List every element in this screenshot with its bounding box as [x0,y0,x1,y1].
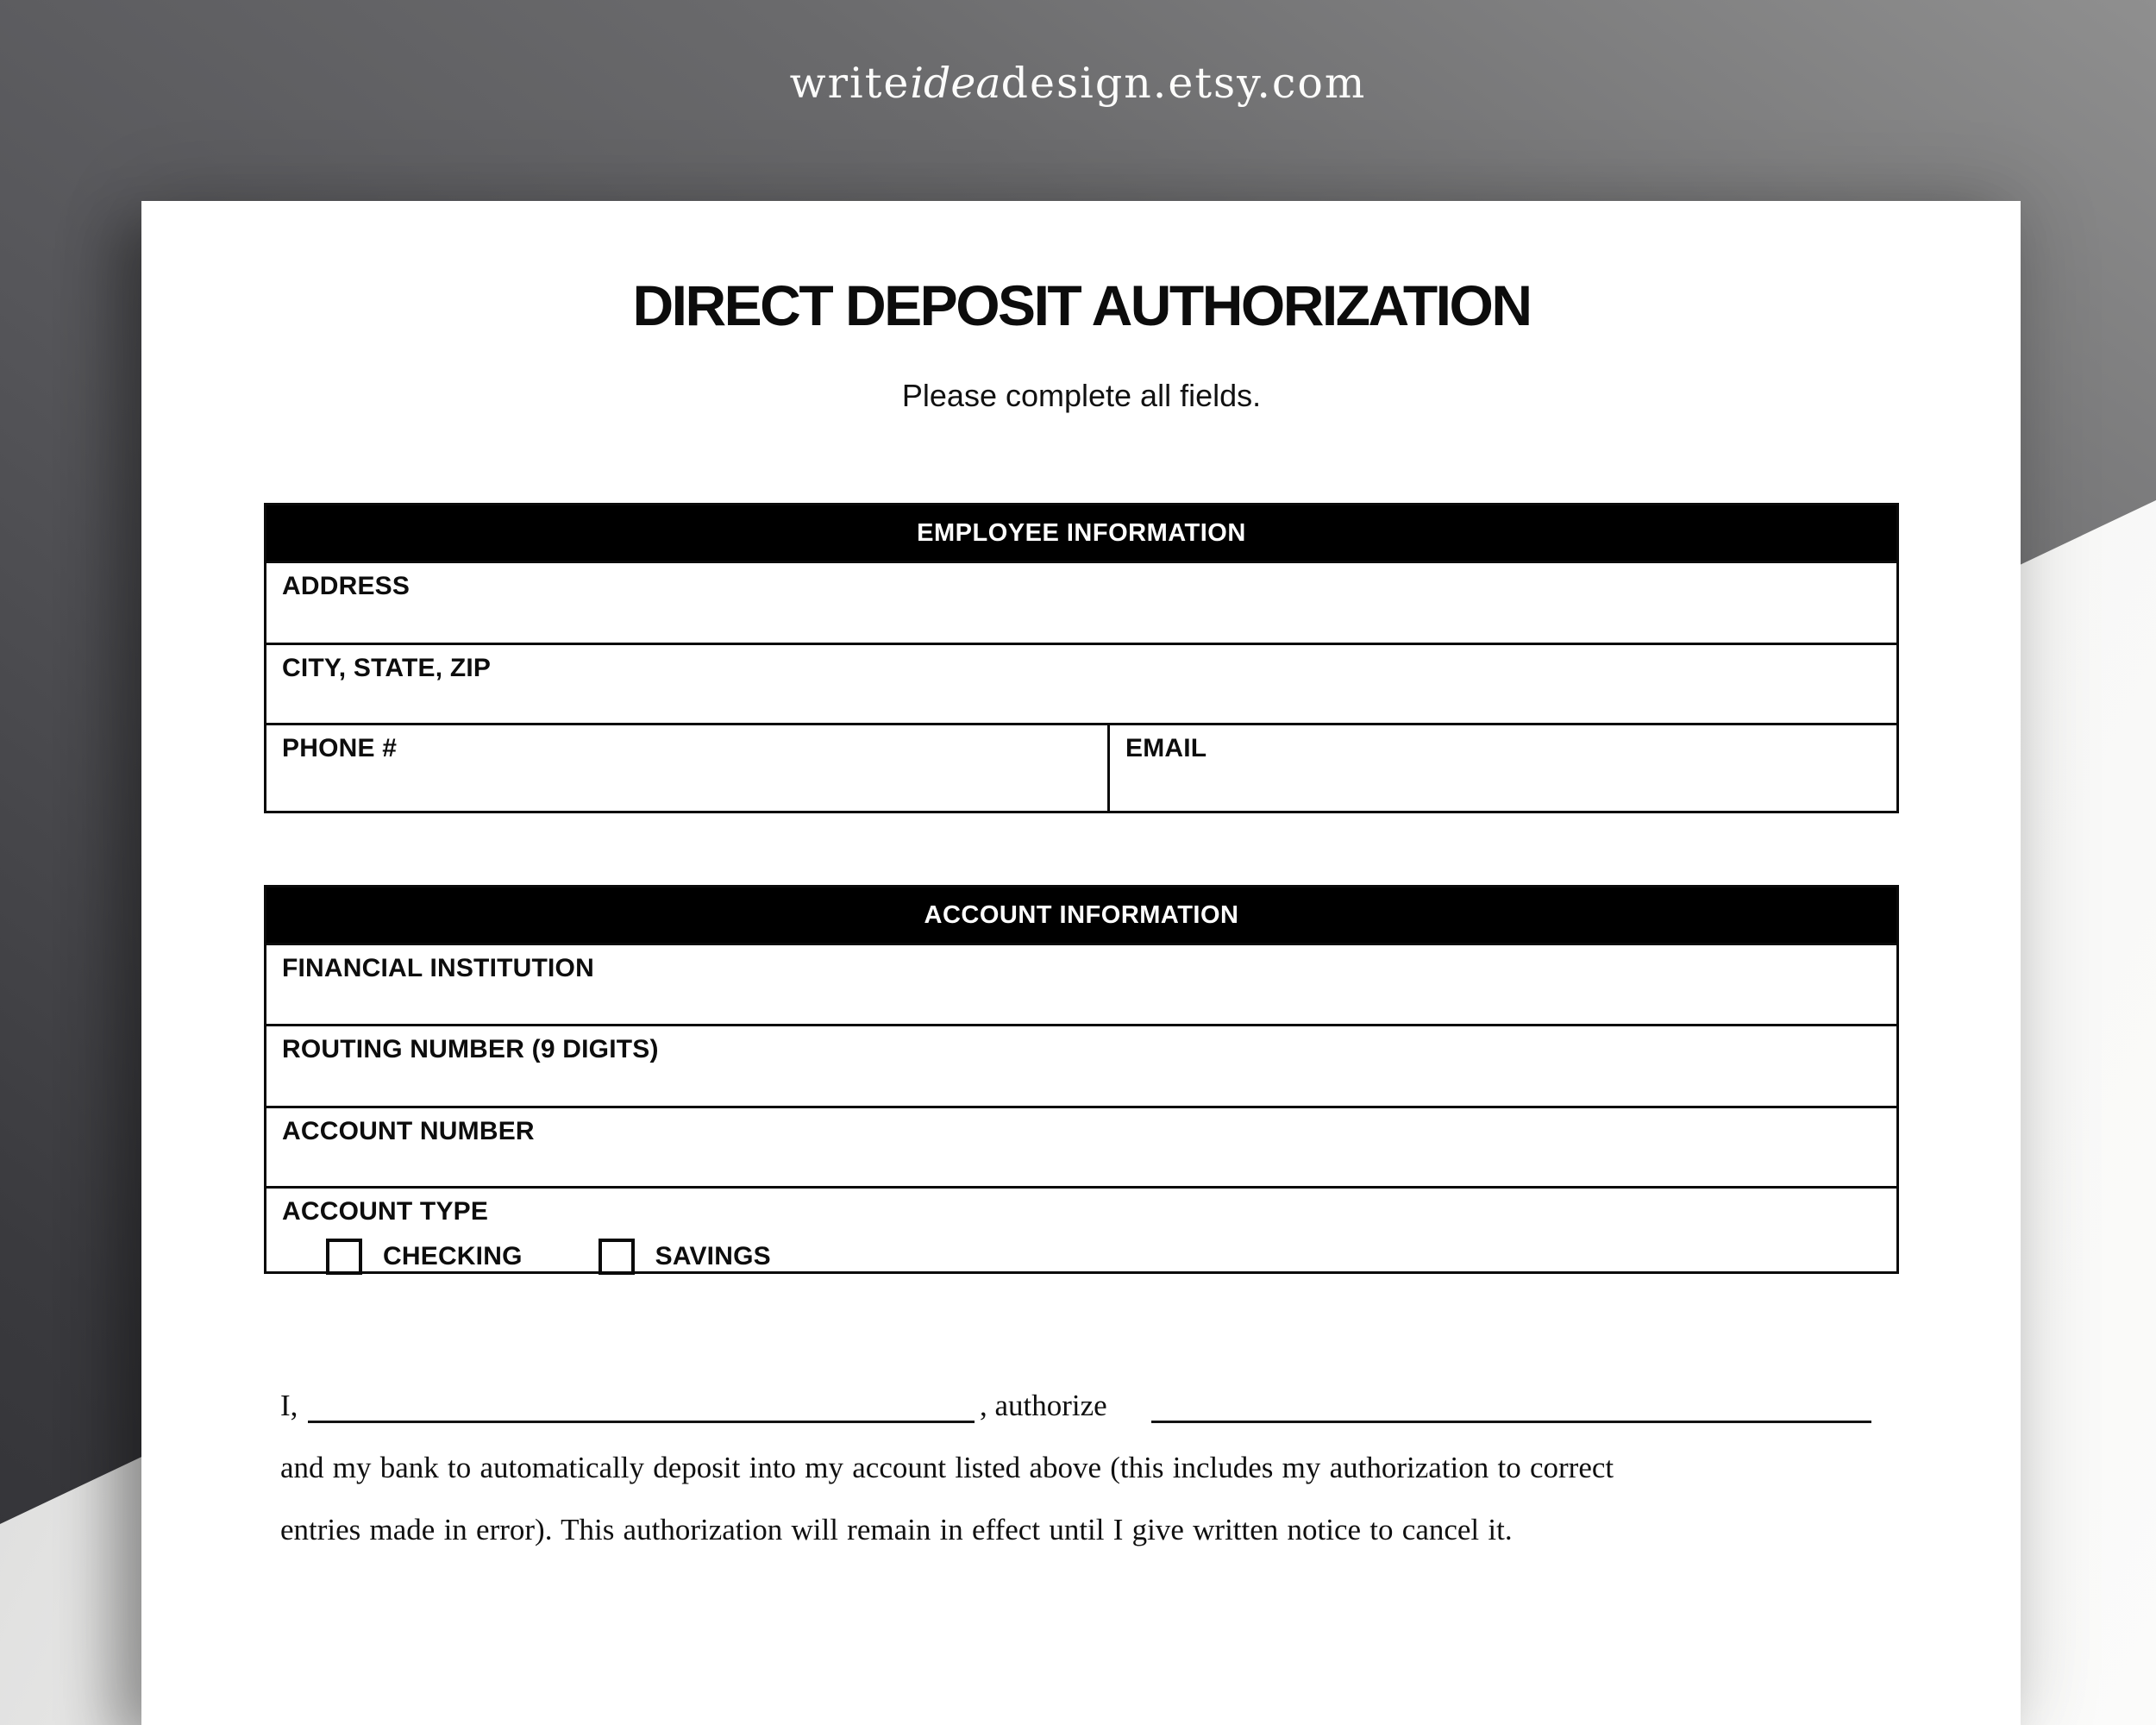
savings-label: SAVINGS [655,1242,771,1270]
account-type-options [326,1239,1896,1275]
account-number-field-row[interactable] [266,1106,1896,1186]
authorization-line3: entries made in error). This authorization will remain in effect until I give written notice to cancel it. [280,1513,1513,1546]
watermark [0,59,2156,108]
watermark-emphasis: idea [910,59,1001,108]
financial-institution-field-row[interactable] [266,943,1896,1024]
address-label: ADDRESS [282,572,411,600]
watermark-suffix: design.etsy.com [1000,59,1367,108]
phone-field-cell[interactable] [266,725,1107,811]
account-number-label: ACCOUNT NUMBER [282,1117,535,1145]
phone-label: PHONE # [282,734,398,762]
employer-blank-line[interactable] [1151,1421,1871,1423]
name-blank-line[interactable] [308,1421,975,1423]
checking-label: CHECKING [383,1242,523,1270]
email-label: EMAIL [1125,734,1207,762]
city-state-zip-label: CITY, STATE, ZIP [282,654,492,682]
financial-institution-label: FINANCIAL INSTITUTION [282,954,594,982]
authorization-line1-prefix: I, [280,1389,298,1422]
savings-checkbox[interactable] [599,1239,635,1275]
authorization-line1-connector: , authorize [980,1389,1107,1422]
routing-number-field-row[interactable] [266,1024,1896,1106]
account-information-header: ACCOUNT INFORMATION [266,888,1896,943]
checking-checkbox[interactable] [326,1239,362,1275]
employee-information-table [264,503,1899,813]
email-field-cell[interactable] [1107,725,1896,811]
page-subtitle: Please complete all fields. [901,378,1262,413]
account-information-table [264,885,1899,1274]
watermark-prefix: write [789,59,911,108]
address-field-row[interactable] [266,561,1896,643]
city-state-zip-field-row[interactable] [266,643,1896,723]
account-type-label: ACCOUNT TYPE [282,1197,489,1226]
savings-option [599,1239,771,1275]
checking-option [326,1239,523,1275]
authorization-line2: and my bank to automatically deposit into my account listed above (this includes my authorization to correct [280,1451,1614,1484]
account-type-row [266,1186,1896,1271]
phone-email-row [266,723,1896,811]
routing-number-label: ROUTING NUMBER (9 DIGITS) [282,1035,659,1063]
employee-information-header: EMPLOYEE INFORMATION [266,505,1896,561]
page-title: DIRECT DEPOSIT AUTHORIZATION [632,273,1531,337]
